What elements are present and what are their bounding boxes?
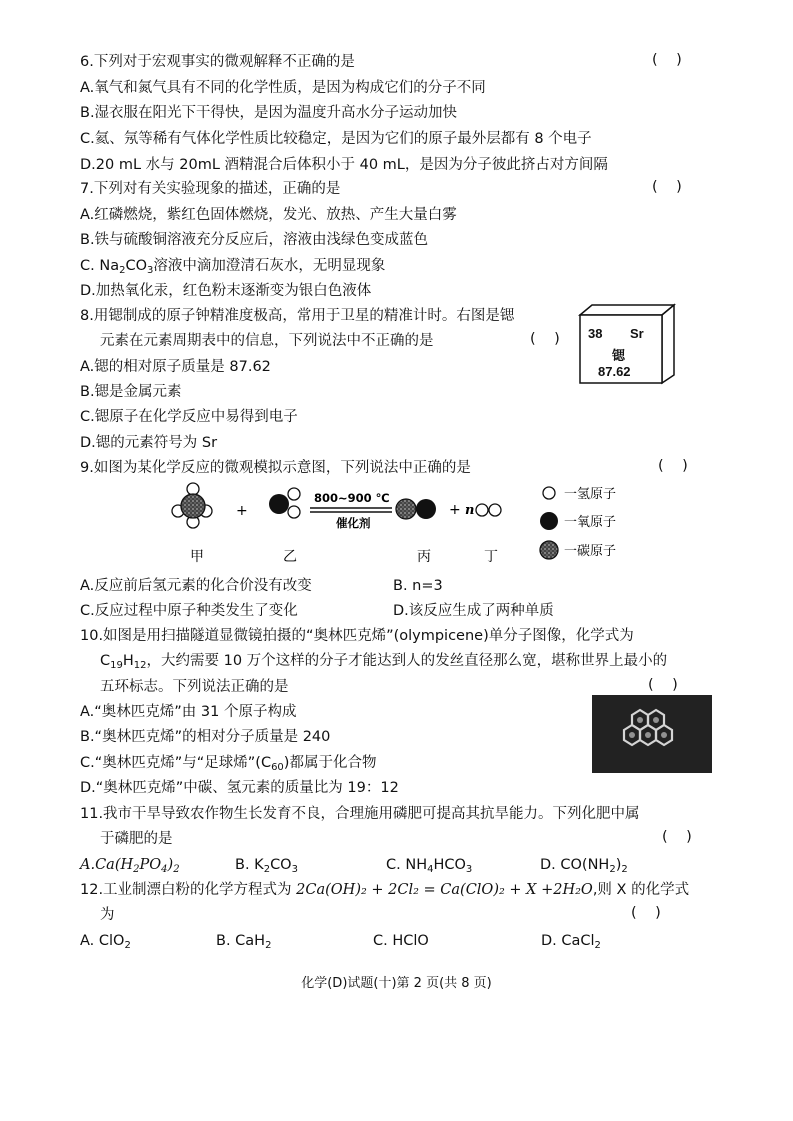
q8-option-c: C.锶原子在化学反应中易得到电子 [80,409,298,425]
q11-option-b: B. $K_2CO_3$ [235,857,298,875]
q12-option-d: D. CaCl$_2$ [541,933,601,951]
q6-option-d: D.20 mL 水与 20mL 酒精混合后体积小于 40 mL，是因为分子彼此挤占对方间隔 [80,157,608,173]
q6-answer-paren: ( ) [652,52,682,68]
q12-stem-line2: 为 [100,907,115,923]
molecule-bing-co [396,499,436,519]
element-atomic-mass: 87.62 [598,364,631,379]
q7-option-d: D.加热氧化汞，红色粉末逐渐变为银白色液体 [80,283,372,299]
q10-option-b: B.“奥林匹克烯”的相对分子质量是 240 [80,729,331,745]
q9-option-c: C.反应过程中原子种类发生了变化 [80,603,298,619]
label-bing: 丙 [417,549,431,565]
q9-option-d: D.该反应生成了两种单质 [393,603,554,619]
q8-stem-line2: 元素在元素周期表中的信息，下列说法中不正确的是 [100,333,434,349]
q8-stem-line1: 8.用锶制成的原子钟精准度极高，常用于卫星的精准计时。右图是锶 [80,308,515,324]
q8-option-d: D.锶的元素符号为 Sr [80,435,218,451]
q12-answer-paren: ( ) [631,905,661,921]
q10-stem-line3: 五环标志。下列说法正确的是 [100,679,289,695]
q11-option-c: C. $NH_4HCO_3$ [386,857,473,875]
q7-option-c: C. $Na_2CO_3$溶液中滴加澄清石灰水，无明显现象 [80,258,386,276]
q10-option-d: D.“奥林匹克烯”中碳、氢元素的质量比为 19：12 [80,780,399,796]
q6-option-c: C.氦、氖等稀有气体化学性质比较稳定，是因为它们的原子最外层都有 8 个电子 [80,131,592,147]
q8-answer-paren: ( ) [530,331,560,347]
q9-option-b: B. n=3 [393,578,443,594]
q7-option-a: A.红磷燃烧，紫红色固体燃烧，发光、放热、产生大量白雾 [80,207,457,223]
label-ding: 丁 [484,549,498,565]
legend-oxygen-icon [540,512,558,530]
q9-stem: 9.如图为某化学反应的微观模拟示意图，下列说法中正确的是 [80,460,471,476]
reaction-temperature: 800~900 ℃ [314,491,390,505]
q10-option-c: C.“奥林匹克烯”与“足球烯$”(C_{60})$都属于化合物 [80,755,377,773]
q10-stem-line2: $C_{19}H_{12}$，大约需要 10 万个这样的分子才能达到人的发丝直径那么宽，堪称世界上最小的 [100,653,668,671]
q6-option-b: B.湿衣服在阳光下干得快，是因为温度升高水分子运动加快 [80,105,458,121]
q11-stem-line2: 于磷肥的是 [100,831,173,847]
legend-hydrogen-icon [543,487,555,499]
q6-option-a: A.氧气和氮气具有不同的化学性质，是因为构成它们的分子不同 [80,80,486,96]
q10-stem-line1: 10.如图是用扫描隧道显微镜拍摄的“奥林匹克烯”(olympicene)单分子图像，化学式为 [80,628,634,644]
olympicene-stm-image [592,695,712,773]
q10-option-a: A.“奥林匹克烯”由 31 个原子构成 [80,704,297,720]
molecule-ding-hydrogen [476,504,501,516]
q11-answer-paren: ( ) [662,829,692,845]
plus-sign-1: + [236,503,248,519]
plus-sign-2: + [449,502,461,518]
q9-option-a: A.反应前后氢元素的化合价没有改变 [80,578,312,594]
element-atomic-number: 38 [588,326,603,341]
q9-answer-paren: ( ) [658,458,688,474]
reaction-catalyst: 催化剂 [336,516,371,530]
q12-equation: 2Ca(OH)₂ + 2Cl₂ = Ca(ClO)₂ + X +2H₂O [296,882,593,898]
legend-carbon-icon [540,541,558,559]
legend-carbon-label: 一碳原子 [564,544,617,559]
q8-option-a: A.锶的相对原子质量是 87.62 [80,359,271,375]
q7-answer-paren: ( ) [652,179,682,195]
label-yi: 乙 [283,549,297,565]
q11-option-a: $A.Ca(H_2PO_4)_2$ [80,857,180,875]
element-symbol: Sr [630,326,644,341]
q12-option-a: A. ClO$_2$ [80,933,131,951]
page-footer: 化学(D)试题(十)第 2 页(共 8 页) [301,976,492,991]
q12-option-c: C. HClO [373,933,429,949]
label-jia: 甲 [190,549,204,565]
q7-stem: 7.下列对有关实验现象的描述，正确的是 [80,181,341,197]
olympicene-rings [592,695,712,773]
coefficient-n: n [465,503,475,518]
legend-oxygen-label: 一氧原子 [564,515,617,530]
q6-stem: 6.下列对于宏观事实的微观解释不正确的是 [80,54,355,70]
q7-option-b: B.铁与硫酸铜溶液充分反应后，溶液由浅绿色变成蓝色 [80,232,429,248]
molecule-yi-water [269,488,300,518]
q11-stem-line1: 11.我市干旱导致农作物生长发育不良，合理施用磷肥可提高其抗旱能力。下列化肥中属 [80,806,640,822]
molecule-jia-methane [172,483,212,528]
legend-hydrogen-label: 一氢原子 [564,487,617,502]
q12-stem-line1: 12.工业制漂白粉的化学方程式为 2Ca(OH)₂ + 2Cl₂ = Ca(ClO)₂ + X +2H₂O,则 X 的化学式 [80,882,690,898]
q12-option-b: B. CaH$_2$ [216,933,272,951]
element-name: 锶 [612,349,626,364]
q10-answer-paren: ( ) [648,677,678,693]
q8-option-b: B.锶是金属元素 [80,384,182,400]
q11-option-d: D. $CO(NH_2)_2$ [540,857,628,875]
